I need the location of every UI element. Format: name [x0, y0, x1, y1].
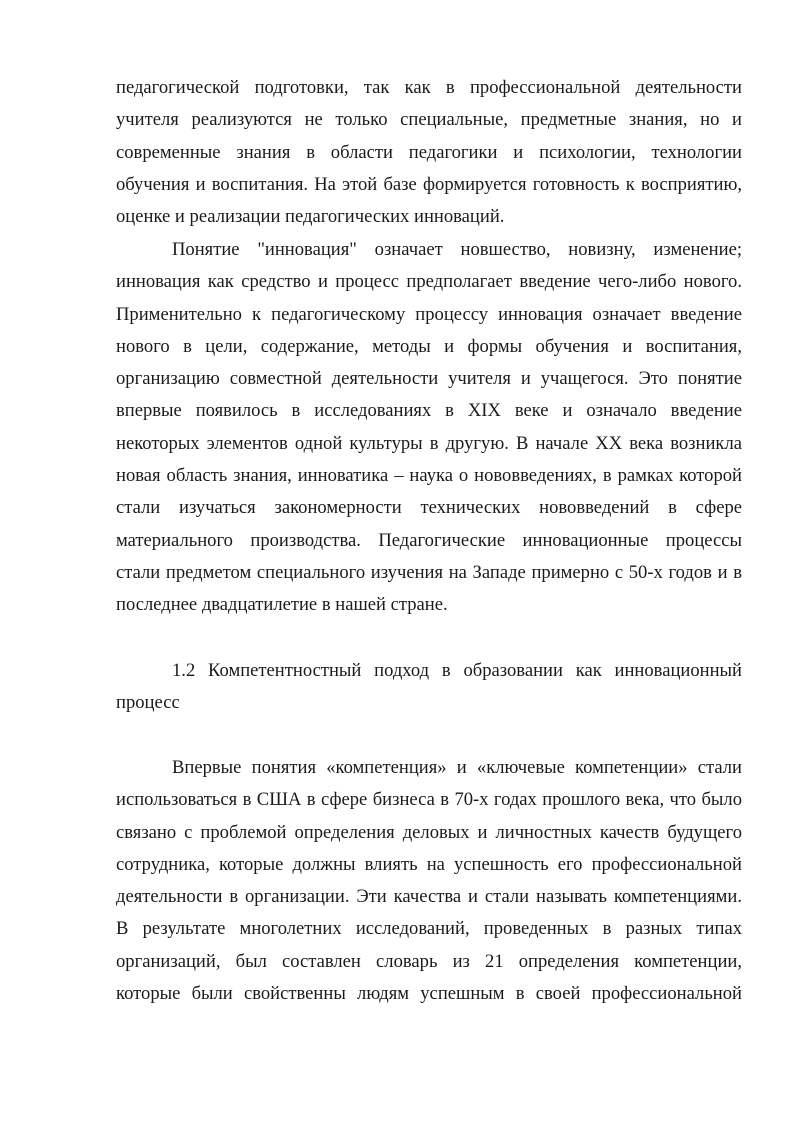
text-line: педагогической подготовки, так как в профессиональной деятельности: [116, 77, 742, 98]
text-line: В результате многолетних исследований, проведенных в разных типах: [116, 918, 742, 940]
text-line: впервые появилось в исследованиях в XIX веке и означало введение: [116, 400, 742, 422]
text-line: новая область знания, инноватика – наука о нововведениях, в рамках которой: [116, 465, 742, 487]
text-line: Понятие "инновация" означает новшество, новизну, изменение;: [172, 239, 742, 260]
text-line: некоторых элементов одной культуры в другую. В начале XX века возникла: [116, 432, 742, 454]
text-line: оценке и реализации педагогических инноваций.: [116, 206, 505, 228]
text-line: материального производства. Педагогические инновационные процессы: [116, 529, 742, 551]
text-line: организаций, был составлен словарь из 21 определения компетенции,: [116, 950, 742, 972]
section-heading: [116, 655, 742, 720]
text-line: последнее двадцатилетие в нашей стране.: [116, 594, 448, 616]
paragraph-teacher-training: [116, 72, 742, 233]
heading-line: 1.2 Компетентностный подход в образовании как инновационный: [172, 660, 742, 681]
paragraph-innovation-definition: [116, 234, 742, 622]
text-line: организацию совместной деятельности учителя и учащегося. Это понятие: [116, 368, 742, 390]
text-line: Впервые понятия «компетенция» и «ключевые компетенции» стали: [172, 757, 742, 778]
text-line: современные знания в области педагогики и психологии, технологии: [116, 141, 742, 163]
text-line: сотрудника, которые должны влиять на успешность его профессиональной: [116, 853, 742, 875]
paragraph-competence-origin: [116, 752, 742, 1010]
heading-line: процесс: [116, 692, 180, 714]
text-line: связано с проблемой определения деловых и личностных качеств будущего: [116, 821, 742, 843]
text-line: деятельности в организации. Эти качества и стали называть компетенциями.: [116, 886, 742, 908]
text-line: стали предметом специального изучения на Западе примерно с 50-х годов и в: [116, 561, 742, 583]
text-line: учителя реализуются не только специальные, предметные знания, но и: [116, 109, 742, 131]
text-line: которые были свойственны людям успешным в своей профессиональной: [116, 983, 742, 1005]
text-line: инновация как средство и процесс предполагает введение чего-либо нового.: [116, 271, 742, 293]
text-line: обучения и воспитания. На этой базе формируется готовность к восприятию,: [116, 173, 742, 195]
text-line: использоваться в США в сфере бизнеса в 70-х годах прошлого века, что было: [116, 789, 742, 811]
text-line: Применительно к педагогическому процессу инновация означает введение: [116, 303, 742, 325]
text-line: стали изучаться закономерности технических нововведений в сфере: [116, 497, 742, 519]
text-line: нового в цели, содержание, методы и формы обучения и воспитания,: [116, 335, 742, 357]
